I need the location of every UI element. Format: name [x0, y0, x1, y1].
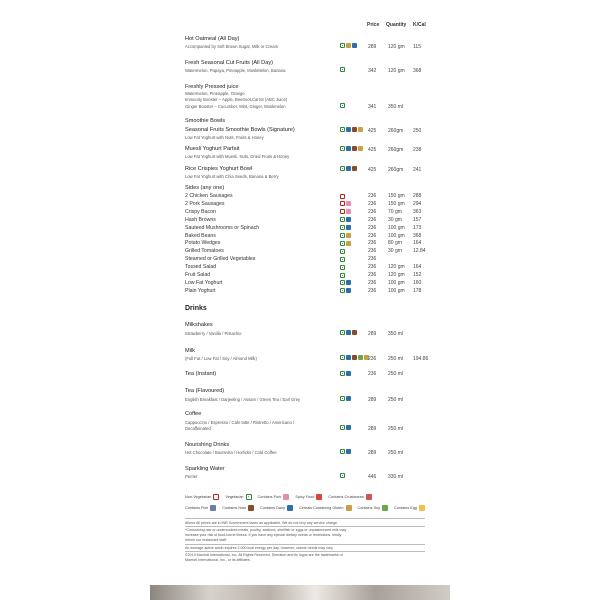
item-name: Tea (Instant) — [185, 371, 217, 377]
soy-icon — [358, 355, 363, 360]
dairy-icon — [346, 280, 351, 285]
photo-strip — [150, 585, 450, 600]
side-item-quantity: 100 gm — [388, 279, 405, 286]
side-item-name: Low Fat Yoghurt — [185, 279, 223, 286]
item-quantity: 120 gm — [388, 44, 405, 50]
veg-icon — [340, 473, 345, 478]
side-item-name: Grilled Tomatoes — [185, 248, 224, 255]
divider — [185, 544, 425, 545]
item-name: Rice Crispies Yoghurt Bowl — [185, 166, 253, 172]
veg-icon — [340, 67, 345, 72]
item-name: Milkshakes — [185, 322, 213, 328]
item-description: Decaffeinated — [185, 426, 211, 431]
side-item-price: 236 — [368, 232, 377, 239]
item-price: 425 — [368, 147, 377, 153]
diet-icons — [340, 127, 363, 132]
side-item-price: 236 — [368, 264, 377, 271]
item-kcal: 368 — [413, 68, 422, 74]
side-item-name: Sauteed Mushrooms or Spinach — [185, 224, 260, 231]
item-description: Ginger Booster – Cucumber, Mint, Ginger, Muskmelon — [185, 104, 286, 109]
side-item-kcal: 164 — [413, 240, 422, 247]
side-item-name: 2 Chicken Sausages — [185, 193, 233, 199]
side-item-name: Fruit Salad — [185, 272, 211, 278]
side-item-quantity: 100 gm — [388, 224, 405, 231]
legend-label: Contains Dairy — [260, 506, 285, 510]
legend-label: Spicy Food — [295, 495, 315, 499]
diet-icons — [340, 330, 357, 335]
gluten-icon — [346, 43, 351, 48]
item-name: Nourishing Drinks — [185, 442, 230, 448]
item-quantity: 250 ml — [388, 450, 404, 456]
gluten-icon — [346, 241, 351, 246]
footnote: Marriott International, Inc., or its affiliates. — [185, 558, 251, 562]
diet-icons — [340, 146, 363, 151]
footnote: increase your risk of food-borne illness. If you have any special dietary needs or restrictions, kindly — [185, 533, 342, 537]
diet-icons — [340, 425, 351, 430]
nonveg-icon — [340, 201, 345, 206]
item-kcal: 241 — [413, 167, 422, 173]
side-item-price: 236 — [368, 200, 377, 207]
item-kcal: 250 — [413, 128, 422, 134]
legend-label: Contains Fish — [185, 506, 209, 510]
legend-label: Contains Crustacean — [328, 495, 364, 499]
subsection-title: Sides (any one) — [185, 185, 225, 191]
header-kcal: K/Cal — [413, 22, 426, 28]
nuts-icon — [352, 166, 357, 171]
side-item-price: 236 — [368, 272, 377, 278]
side-item-price: 236 — [368, 287, 377, 294]
side-item-quantity: 100 gm — [388, 287, 405, 294]
side-item-kcal: 160 — [413, 279, 422, 286]
nuts-icon — [352, 127, 357, 132]
item-name: Muesli Yoghurt Parfait — [185, 146, 240, 152]
side-item-kcal: 178 — [413, 287, 422, 294]
diet-icons — [340, 288, 351, 293]
dairy-icon — [346, 166, 351, 171]
side-item-quantity: 120 gm — [388, 264, 405, 271]
nonveg-icon — [340, 209, 345, 214]
diet-icons — [340, 280, 351, 285]
item-name: Hot Oatmeal (All Day) — [185, 36, 240, 42]
dairy-icon — [346, 425, 351, 430]
item-quantity: 120 gm — [388, 68, 405, 74]
diet-icons — [340, 371, 351, 376]
diet-icons — [340, 396, 351, 401]
dairy-icon — [346, 288, 351, 293]
item-description: Immunity Booster – Apple, Beetroot,Carrot (ABC Juice) — [185, 97, 288, 102]
item-description: Watermelon, Papaya, Pineapple, MuskMelon, Banana — [185, 68, 286, 73]
crustacean-icon — [366, 494, 372, 500]
veg-icon — [340, 288, 345, 293]
item-price: 341 — [368, 104, 377, 110]
item-description: Low Fat Yoghurt with Nuts, Fruits & Honey — [185, 135, 264, 140]
side-item-name: Crispy Bacon — [185, 208, 216, 215]
diet-icons — [340, 265, 345, 270]
item-name: Coffee — [185, 411, 202, 417]
footnote: Above All prices are in INR Government taxes as applicable. We do not levy any service charge. — [185, 521, 338, 525]
subsection-title: Smoothie Bowls — [185, 118, 226, 124]
item-description: English Breakfast / Darjeeling / Assam / Green Tea / Earl Grey — [185, 397, 301, 402]
side-item-name: 2 Pork Sausages — [185, 200, 225, 207]
side-item-name: Tossed Salad — [185, 264, 217, 271]
veg-icon — [340, 217, 345, 222]
section-title-drinks: Drinks — [185, 305, 207, 312]
veg-icon — [340, 241, 345, 246]
diet-icons — [340, 201, 351, 206]
side-item-price: 236 — [368, 208, 377, 215]
item-price: 289 — [368, 450, 377, 456]
side-item-price: 236 — [368, 256, 377, 263]
veg-icon — [340, 355, 345, 360]
side-item-quantity: 30 gm — [388, 248, 402, 255]
fish-icon — [210, 505, 216, 511]
item-kcal: 194.86 — [413, 356, 429, 362]
non-veg-icon — [213, 494, 219, 500]
veg-icon — [340, 396, 345, 401]
item-kcal: 238 — [413, 147, 422, 153]
dietary-legend — [185, 494, 425, 516]
diet-icons — [340, 209, 351, 214]
side-item-price: 236 — [368, 279, 377, 286]
side-item-quantity: 150 gm — [388, 200, 405, 207]
item-quantity: 350 ml — [388, 331, 404, 337]
item-quantity: 250 ml — [388, 397, 404, 403]
diet-icons — [340, 473, 345, 478]
dairy-icon — [346, 355, 351, 360]
header-quantity: Quantity — [386, 22, 407, 28]
nuts-icon — [352, 146, 357, 151]
item-price: 342 — [368, 68, 377, 74]
veg-icon — [340, 425, 345, 430]
side-item-kcal: 368 — [413, 232, 422, 239]
legend-label: Contains Egg — [394, 506, 417, 510]
item-price: 289 — [368, 426, 377, 432]
diet-icons — [340, 166, 357, 171]
nuts-icon — [352, 330, 357, 335]
veg-icon — [340, 273, 345, 278]
item-quantity: 260gm — [388, 128, 404, 134]
side-item-name: Baked Beans — [185, 232, 216, 239]
divider — [185, 551, 425, 552]
veg-icon — [340, 257, 345, 262]
footnote: An average active adult requires 2,000 kcal energy per day, however, calorie needs may vary — [185, 546, 333, 550]
item-quantity: 350 ml — [388, 104, 404, 110]
legend-label: Contains Soy — [357, 506, 381, 510]
item-price: 289 — [368, 331, 377, 337]
item-description: Accompanied by Soft Brown Sugar, Milk or Cream — [185, 44, 279, 49]
dairy-icon — [346, 217, 351, 222]
dairy-icon — [346, 127, 351, 132]
item-quantity: 260gm — [388, 167, 404, 173]
side-item-price: 236 — [368, 224, 377, 231]
item-price: 289 — [368, 44, 377, 50]
item-price: 425 — [368, 167, 377, 173]
veg-icon — [246, 494, 252, 500]
veg-icon — [340, 280, 345, 285]
pork-icon — [283, 494, 289, 500]
veg-icon — [340, 127, 345, 132]
veg-icon — [340, 330, 345, 335]
dairy-icon — [346, 396, 351, 401]
item-quantity: 250 ml — [388, 426, 404, 432]
item-quantity: 330 ml — [388, 474, 404, 480]
side-item-kcal: 164 — [413, 264, 422, 271]
item-price: 236 — [368, 371, 377, 377]
item-quantity: 260gm — [388, 147, 404, 153]
veg-icon — [340, 225, 345, 230]
gluten-icon — [346, 233, 351, 238]
diet-icons — [340, 225, 351, 230]
legend-label: Non-Vegetarian — [185, 495, 212, 499]
pork-icon — [346, 201, 351, 206]
item-price: 289 — [368, 397, 377, 403]
gluten-icon — [346, 505, 352, 511]
footnote: ©2019 Marriott International, Inc. All Rights Reserved. Sheraton and its logos are the trademarks of — [185, 553, 343, 557]
side-item-price: 236 — [368, 248, 377, 255]
egg-icon — [419, 505, 425, 511]
side-item-price: 236 — [368, 240, 377, 247]
diet-icons — [340, 249, 345, 254]
dairy-icon — [352, 43, 357, 48]
diet-icons — [340, 233, 351, 238]
header-price: Price — [367, 22, 380, 28]
veg-icon — [340, 449, 345, 454]
side-item-name: Potato Wedges — [185, 240, 221, 247]
side-item-name: Hash Browns — [185, 216, 216, 223]
side-item-kcal: 157 — [413, 216, 422, 223]
item-name: Seasonal Fruits Smoothie Bowls (Signature) — [185, 127, 295, 133]
side-item-price: 236 — [368, 193, 377, 199]
side-item-quantity: 80 gm — [388, 240, 402, 247]
side-item-quantity: 30 gm — [388, 216, 402, 223]
veg-icon — [340, 43, 345, 48]
item-name: Milk — [185, 348, 195, 354]
dairy-icon — [346, 449, 351, 454]
chili-icon — [316, 494, 322, 500]
item-name: Freshly Pressed juice — [185, 84, 239, 90]
item-name: Sparkling Water — [185, 466, 225, 472]
item-description: Watermelon, Pineapple, Orange — [185, 91, 245, 96]
side-item-kcal: 173 — [413, 224, 422, 231]
side-item-quantity: 150 gm — [388, 193, 405, 199]
item-description: Low Fat Yoghurt with Chia Seeds, Banana & Berry — [185, 174, 279, 179]
veg-icon — [340, 371, 345, 376]
dairy-icon — [346, 371, 351, 376]
diet-icons — [340, 257, 345, 262]
item-description: Cappuccino / Espresso / Cafe latte / Ristretto / Americano / — [185, 420, 295, 425]
dairy-icon — [346, 330, 351, 335]
side-item-kcal: 294 — [413, 200, 422, 207]
footnote: inform our restaurant staff. — [185, 538, 228, 542]
legend-label: Cereals Containing Gluten — [298, 506, 344, 510]
diet-icons — [340, 67, 345, 72]
legend-label: Vegetarian — [225, 495, 244, 499]
item-description: Perrier — [185, 474, 198, 479]
nonveg-icon — [340, 194, 345, 199]
nuts-icon — [248, 505, 254, 511]
side-item-quantity: 120 gm — [388, 272, 405, 278]
diet-icons — [340, 355, 369, 360]
diet-icons — [340, 194, 345, 199]
diet-icons — [340, 241, 351, 246]
side-item-quantity: 100 gm — [388, 232, 405, 239]
item-price: 446 — [368, 474, 377, 480]
dairy-icon — [346, 225, 351, 230]
item-description: (Full Fat / Low Fat / Soy / Almond Milk) — [185, 356, 257, 361]
diet-icons — [340, 217, 351, 222]
side-item-kcal: 152 — [413, 272, 422, 278]
side-item-name: Steamed or Grilled Vegetables — [185, 256, 256, 263]
veg-icon — [340, 249, 345, 254]
veg-icon — [340, 265, 345, 270]
side-item-kcal: 288 — [413, 193, 422, 199]
veg-icon — [340, 146, 345, 151]
item-price: 425 — [368, 128, 377, 134]
side-item-quantity: 70 gm — [388, 208, 402, 215]
item-description: Strawberry / Vanilla / Pistachio — [185, 331, 242, 336]
item-price: 236 — [368, 356, 377, 362]
legend-label: Contains Pork — [257, 495, 282, 499]
side-item-price: 236 — [368, 216, 377, 223]
item-description: Low Fat Yoghurt with Muesli, Nuts, Dried Fruits & Honey — [185, 154, 290, 159]
side-item-kcal: 363 — [413, 208, 422, 215]
item-description: Hot Chocolate / Bournvita / Horlicks / Cold Coffee — [185, 450, 277, 455]
dairy-icon — [346, 146, 351, 151]
gluten-icon — [358, 146, 363, 151]
soy-icon — [382, 505, 388, 511]
diet-icons — [340, 449, 351, 454]
item-kcal: 115 — [413, 44, 421, 50]
legend-label: Contains Nuts — [222, 506, 247, 510]
gluten-icon — [358, 127, 363, 132]
footnote: *Consuming raw or undercooked meats, poultry, seafood, shellfish or eggs or unpasteurized milk may — [185, 528, 347, 532]
item-quantity: 250 ml — [388, 371, 404, 377]
pork-icon — [346, 209, 351, 214]
nuts-icon — [352, 355, 357, 360]
diet-icons — [340, 273, 345, 278]
divider — [185, 518, 425, 519]
veg-icon — [340, 166, 345, 171]
side-item-name: Plain Yoghurt — [185, 287, 216, 294]
veg-icon — [340, 103, 345, 108]
divider — [185, 526, 425, 527]
diet-icons — [340, 103, 345, 108]
item-name: Tea (Flavoured) — [185, 388, 225, 394]
item-name: Fresh Seasonal Cut Fruits (All Day) — [185, 60, 273, 66]
item-quantity: 250 ml — [388, 356, 404, 362]
veg-icon — [340, 233, 345, 238]
side-item-kcal: 12.84 — [413, 248, 426, 255]
diet-icons — [340, 43, 357, 48]
dairy-icon — [287, 505, 293, 511]
